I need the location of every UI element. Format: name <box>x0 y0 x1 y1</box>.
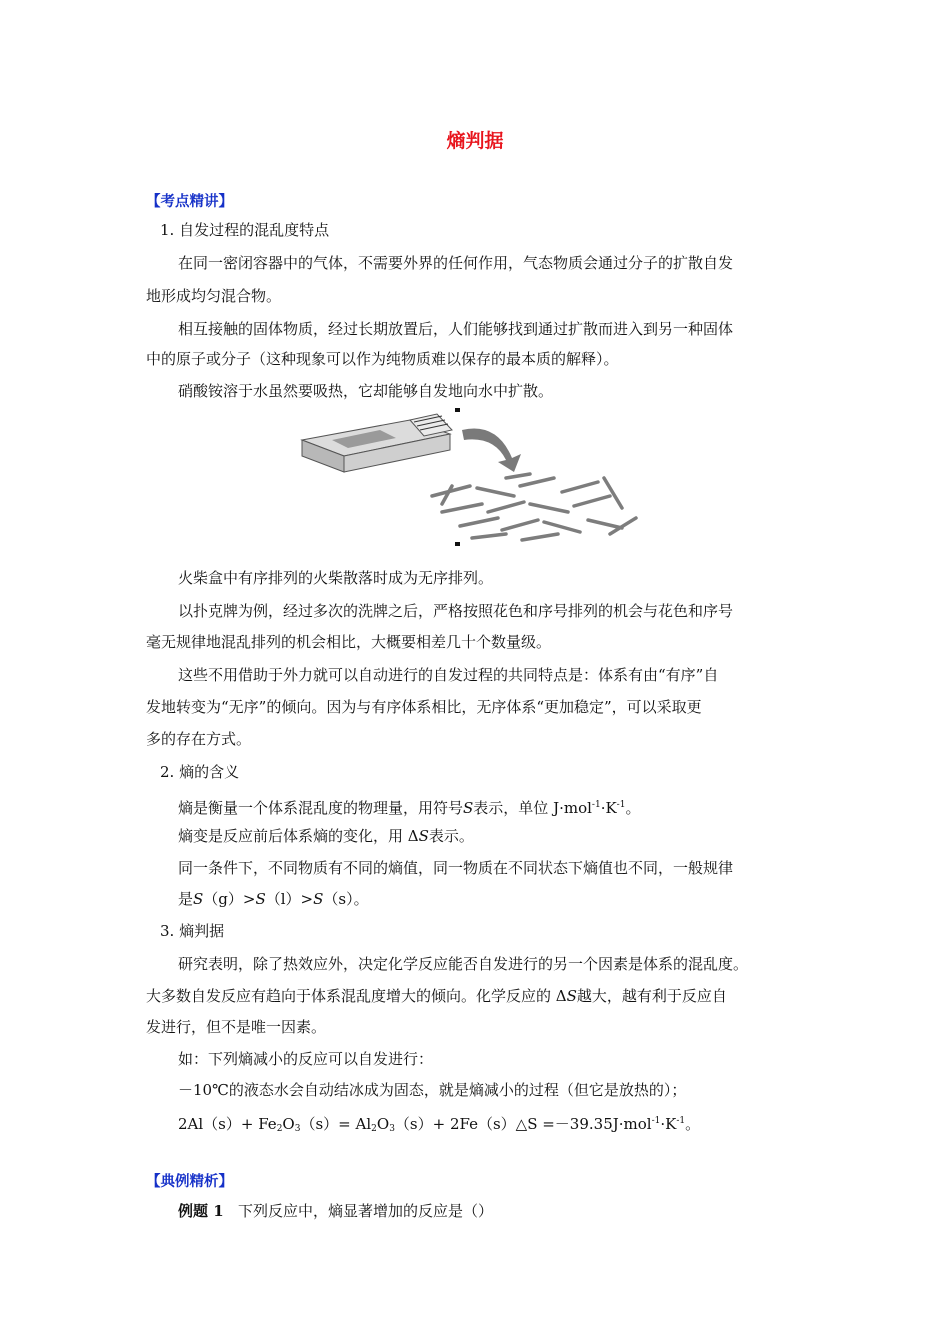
text-run: 表示，单位 J·mol <box>473 799 592 817</box>
paragraph-line: 发地转变为“无序”的倾向。因为与有序体系相比，无序体系“更加稳定”，可以采取更 <box>146 698 702 716</box>
text-run: （s）+ 2Fe（s）△S =－39.35J·mol <box>394 1115 652 1133</box>
text-run: 越大，越有利于反应自 <box>576 987 727 1005</box>
item-heading-1: 1. 自发过程的混乱度特点 <box>160 221 330 239</box>
example-text: 下列反应中，熵显著增加的反应是（） <box>237 1202 493 1220</box>
superscript: -1 <box>591 800 601 810</box>
superscript: -1 <box>651 1116 661 1126</box>
paragraph-line: 同一条件下，不同物质有不同的熵值，同一物质在不同状态下熵值也不同，一般规律 <box>178 859 734 877</box>
text-run: ·K <box>660 1115 677 1133</box>
figure-handle-top <box>455 408 460 412</box>
text-run: O <box>376 1115 390 1133</box>
chemical-equation <box>178 1111 700 1139</box>
text-run: 表示。 <box>428 827 474 845</box>
example-question <box>178 1201 493 1221</box>
symbol-s: S <box>418 827 429 845</box>
paragraph-line: 这些不用借助于外力就可以自动进行的自发过程的共同特点是：体系有由“有序”自 <box>178 666 719 684</box>
text-run: 2Al（s）+ Fe <box>178 1115 277 1133</box>
paragraph-line-entropy-criterion <box>146 986 727 1006</box>
paragraph-line: 毫无规律地混乱排列的机会相比，大概要相差几十个数量级。 <box>146 633 552 651</box>
page-title: 熵判据 <box>446 130 504 152</box>
subscript: 2 <box>371 1124 377 1134</box>
paragraph-line: 研究表明，除了热效应外，决定化学反应能否自发进行的另一个因素是体系的混乱度。 <box>178 955 749 973</box>
section-heading-examples: 【典例精析】 <box>146 1174 233 1190</box>
paragraph-line: 多的存在方式。 <box>146 730 252 748</box>
symbol-s: S <box>313 890 324 908</box>
paragraph-line: 以扑克牌为例，经过多次的洗牌之后，严格按照花色和序号排列的机会与花色和序号 <box>178 602 734 620</box>
paragraph-line-entropy-order <box>178 889 369 909</box>
paragraph-line: 地形成均匀混合物。 <box>146 287 282 305</box>
text-run: ·K <box>600 799 617 817</box>
text-run: 。 <box>685 1115 701 1133</box>
paragraph-line-entropy-unit <box>178 795 640 818</box>
item-heading-2: 2. 熵的含义 <box>160 763 240 781</box>
subscript: 3 <box>294 1124 301 1134</box>
paragraph-line: 相互接触的固体物质，经过长期放置后，人们能够找到通过扩散而进入到另一种固体 <box>178 320 734 338</box>
symbol-s: S <box>566 987 577 1005</box>
paragraph-line: 中的原子或分子（这种现象可以作为纯物质难以保存的最本质的解释）。 <box>146 350 619 368</box>
figure-handle-bottom <box>455 542 460 546</box>
text-run: （g）> <box>203 890 256 908</box>
text-run: 熵是衡量一个体系混乱度的物理量，用符号 <box>178 799 464 817</box>
paragraph-line: 如：下列熵减小的反应可以自发进行： <box>178 1050 434 1068</box>
subscript: 2 <box>276 1124 283 1134</box>
text-run: 是 <box>178 890 194 908</box>
paragraph-line: 硝酸铵溶于水虽然要吸热，它却能够自发地向水中扩散。 <box>178 382 554 400</box>
paragraph-line-entropy-change <box>178 826 474 846</box>
paragraph-line: 火柴盒中有序排列的火柴散落时成为无序排列。 <box>178 569 494 587</box>
symbol-s: S <box>463 799 474 817</box>
matchbox-figure <box>292 408 652 546</box>
text-run: （s）。 <box>323 890 369 908</box>
superscript: -1 <box>676 1116 686 1126</box>
text-run: O <box>282 1115 295 1133</box>
paragraph-line: －10℃的液态水会自动结冰成为固态，就是熵减小的过程（但它是放热的）； <box>178 1081 687 1099</box>
subscript: 3 <box>389 1124 395 1134</box>
symbol-s: S <box>255 890 266 908</box>
paragraph-line: 发进行，但不是唯一因素。 <box>146 1018 327 1036</box>
item-heading-3: 3. 熵判据 <box>160 922 225 940</box>
text-run: 。 <box>625 799 641 817</box>
example-label: 例题 1 <box>178 1202 224 1220</box>
superscript: -1 <box>616 800 626 810</box>
text-run: （l）> <box>265 890 314 908</box>
symbol-s: S <box>193 890 204 908</box>
text-run: （s）= Al <box>300 1115 372 1133</box>
section-heading-key-points: 【考点精讲】 <box>146 194 233 210</box>
text-run: 大多数自发反应有趋向于体系混乱度增大的倾向。化学反应的 Δ <box>146 987 567 1005</box>
text-run: 熵变是反应前后体系熵的变化，用 Δ <box>178 827 419 845</box>
paragraph-line: 在同一密闭容器中的气体，不需要外界的任何作用，气态物质会通过分子的扩散自发 <box>178 254 734 272</box>
